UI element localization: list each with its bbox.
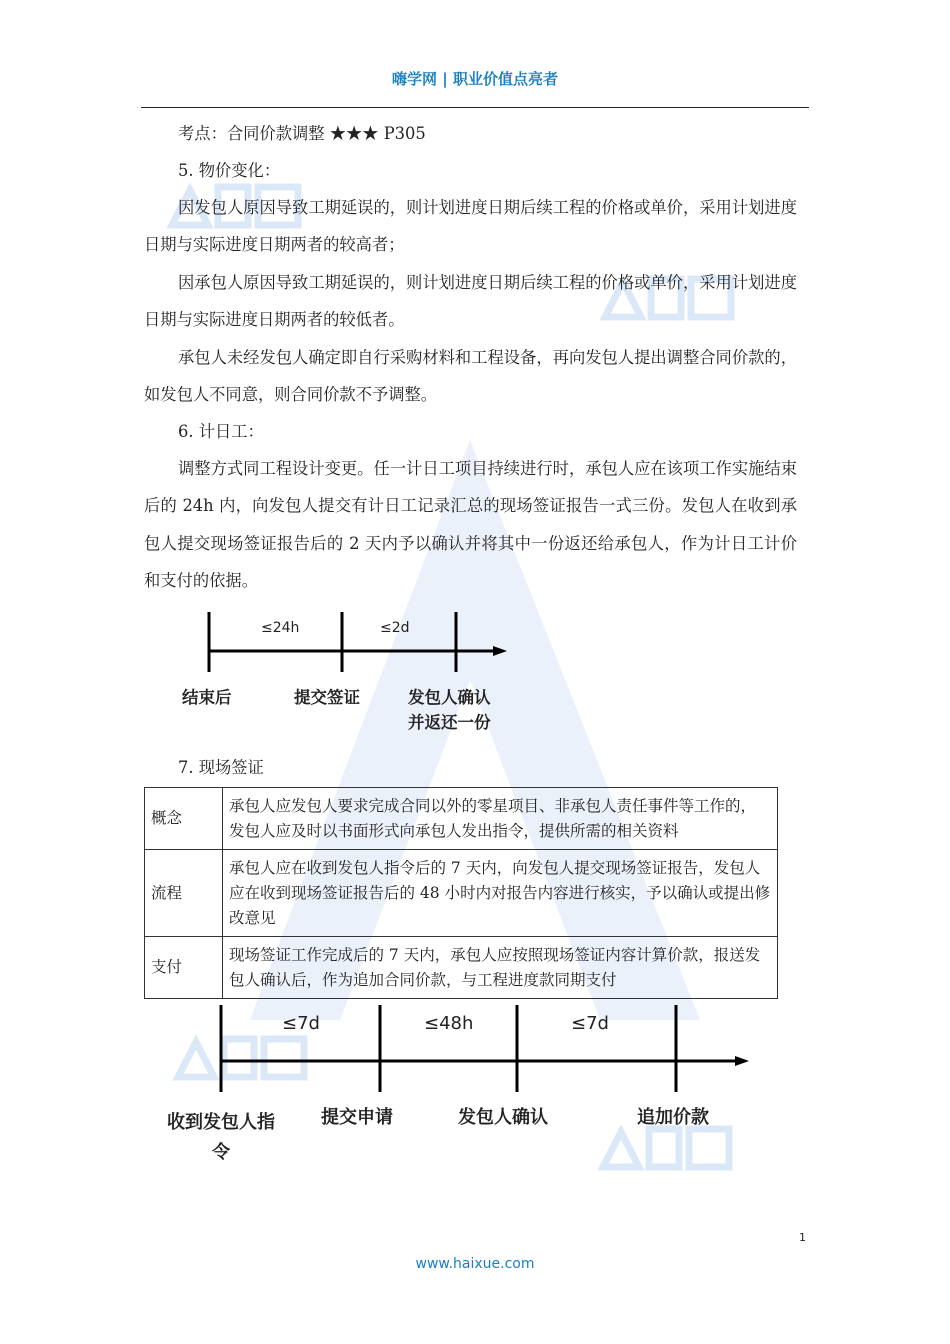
row-label: 流程	[145, 850, 223, 937]
duration-label: ≤48h	[424, 1013, 474, 1034]
timeline-label: 结束后	[182, 688, 232, 707]
row-text: 现场签证工作完成后的 7 天内，承包人应按照现场签证内容计算价款，报送发包人确认后，作为追加合同价款，与工程进度款同期支付	[223, 937, 778, 999]
row-label: 概念	[145, 788, 223, 850]
timeline-label: 提交申请	[321, 1107, 393, 1128]
paragraph: 承包人未经发包人确定即自行采购材料和工程设备，再向发包人提出调整合同价款的，如发包人不同意，则合同价款不予调整。	[144, 348, 797, 405]
key-point: 考点：合同价款调整 ★★★ P305	[178, 124, 426, 143]
page-header: 嗨学网 | 职业价值点亮者	[392, 70, 558, 88]
timeline-label: 发包人确认 并返还一份	[408, 688, 491, 732]
paragraph: 调整方式同工程设计变更。任一计日工项目持续进行时，承包人应在该项工作实施结束后的 24h 内，向发包人提交有计日工记录汇总的现场签证报告一式三份。发包人在收到承包人提交现场签证报告后的 2 天内予以确认并将其中一份返还给承包人，作为计日工计价和支付的依据。	[144, 459, 797, 591]
duration-label: ≤7d	[282, 1013, 320, 1034]
duration-label: ≤7d	[571, 1013, 609, 1034]
timeline-label: 发包人确认	[458, 1107, 548, 1128]
timeline-label: 提交签证	[294, 688, 360, 707]
site-visa-table	[144, 787, 778, 999]
duration-label: ≤24h	[261, 620, 300, 636]
timeline-label: 收到发包人指令	[167, 1112, 275, 1163]
timeline-label: 追加价款	[637, 1107, 709, 1128]
paragraph: 因发包人原因导致工期延误的，则计划进度日期后续工程的价格或单价，采用计划进度日期与实际进度日期两者的较高者；	[144, 198, 797, 255]
row-text: 承包人应发包人要求完成合同以外的零星项目、非承包人责任事件等工作的，发包人应及时以书面形式向承包人发出指令，提供所需的相关资料	[223, 788, 778, 850]
duration-label: ≤2d	[380, 620, 410, 636]
timeline-2-axis	[0, 1000, 950, 1100]
table-row	[145, 788, 778, 850]
page-number: 1	[799, 1231, 806, 1244]
table-row	[145, 850, 778, 937]
paragraph: 因承包人原因导致工期延误的，则计划进度日期后续工程的价格或单价，采用计划进度日期与实际进度日期两者的较低者。	[144, 273, 797, 330]
table-row	[145, 937, 778, 999]
timeline-1-axis	[0, 600, 950, 680]
header-divider	[141, 107, 809, 108]
section-7-title: 7. 现场签证	[178, 758, 264, 777]
section-5-title: 5. 物价变化：	[178, 161, 281, 180]
section-6-title: 6. 计日工：	[178, 422, 264, 441]
footer-url[interactable]: www.haixue.com	[415, 1256, 535, 1272]
row-label: 支付	[145, 937, 223, 999]
row-text: 承包人应在收到发包人指令后的 7 天内，向发包人提交现场签证报告，发包人应在收到现场签证报告后的 48 小时内对报告内容进行核实，予以确认或提出修改意见	[223, 850, 778, 937]
